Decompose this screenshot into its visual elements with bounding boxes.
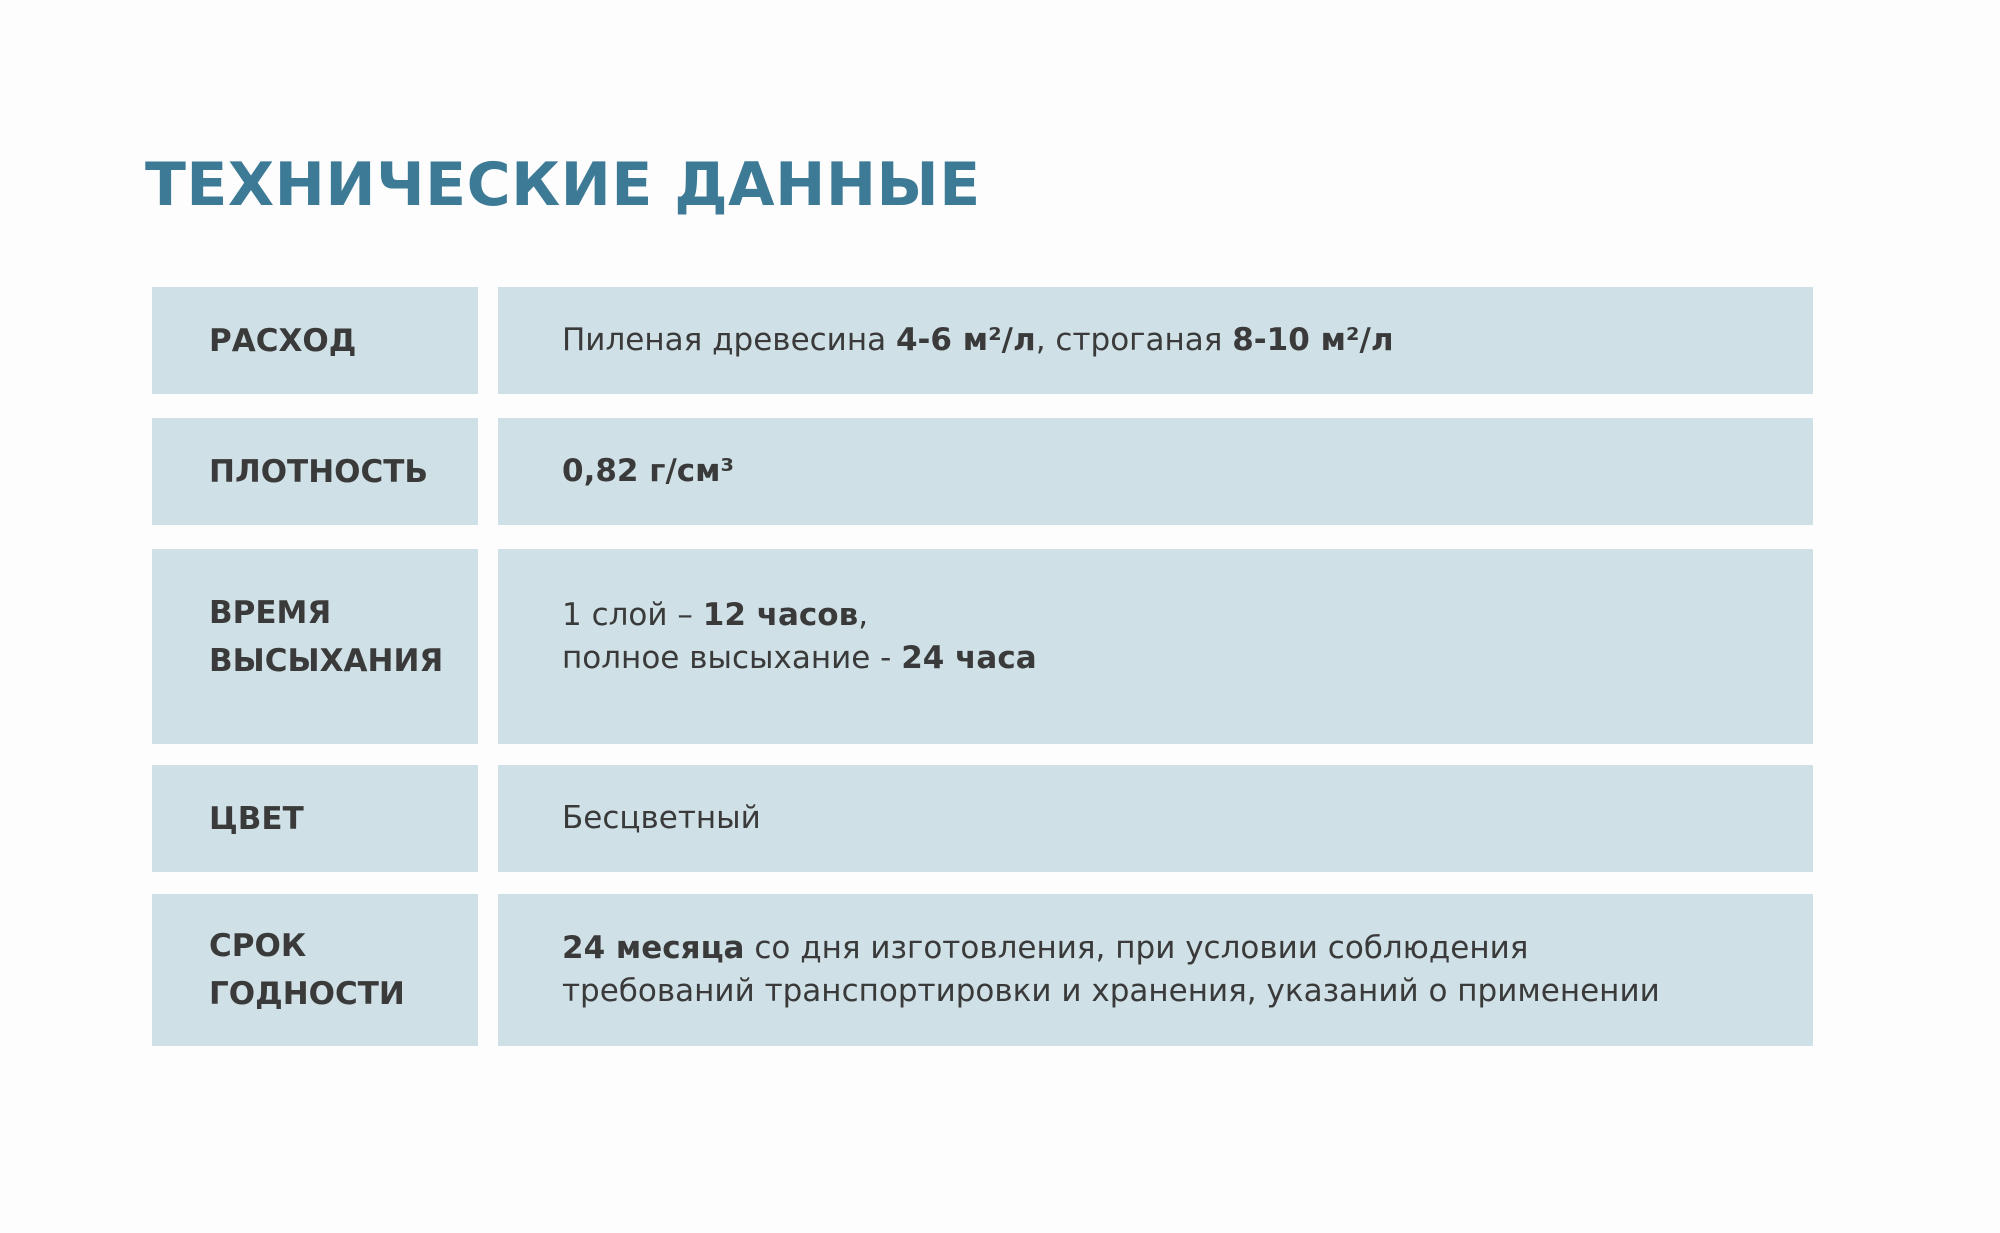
spec-label-color: ЦВЕТ: [152, 765, 478, 872]
spec-row-shelf-life: [152, 894, 1813, 1046]
spec-text: 1 слой –: [562, 596, 703, 633]
spec-emphasis: 24 месяца: [562, 930, 745, 966]
spec-row-consumption: [152, 287, 1813, 394]
spec-label-drying-time: [152, 549, 478, 744]
spec-text: , строганая: [1035, 322, 1233, 358]
spec-label-line: ВЫСЫХАНИЯ: [209, 642, 444, 679]
spec-value-shelf-life: [498, 894, 1813, 1046]
spec-text: Пиленая древесина: [562, 322, 896, 358]
spec-value-drying-time: [498, 549, 1813, 744]
spec-value-consumption: [498, 287, 1813, 394]
spec-value-density: [498, 418, 1813, 525]
spec-label-line: ГОДНОСТИ: [209, 976, 405, 1012]
spec-value-line: [562, 594, 1037, 637]
spec-value-line: [562, 319, 1394, 362]
spec-text: полное высыхание -: [562, 639, 902, 676]
spec-row-drying-time: [152, 549, 1813, 744]
spec-row-color: [152, 765, 1813, 872]
spec-emphasis: 8-10 м²/л: [1232, 322, 1394, 358]
spec-text: ,: [858, 596, 869, 633]
spec-emphasis: 4-6 м²/л: [895, 322, 1036, 358]
spec-row-density: [152, 418, 1813, 525]
spec-emphasis: 12 часов: [702, 596, 859, 633]
spec-value-line: [562, 637, 1037, 680]
spec-label-shelf-life: [152, 894, 478, 1046]
spec-value-line: [562, 927, 1660, 970]
spec-value-line: требований транспортировки и хранения, указаний о применении: [562, 973, 1660, 1009]
spec-emphasis: 24 часа: [901, 639, 1037, 676]
spec-label-line: ВРЕМЯ: [209, 594, 332, 631]
technical-data-table: [152, 287, 1813, 1070]
spec-label-line: СРОК: [209, 928, 307, 964]
spec-text: со дня изготовления, при условии соблюдения: [744, 930, 1529, 966]
page-title: ТЕХНИЧЕСКИЕ ДАННЫЕ: [145, 150, 981, 220]
spec-label-density: ПЛОТНОСТЬ: [152, 418, 478, 525]
spec-label-consumption: РАСХОД: [152, 287, 478, 394]
spec-text: Бесцветный: [562, 800, 761, 836]
spec-emphasis: 0,82 г/см³: [562, 453, 735, 489]
spec-value-color: [498, 765, 1813, 872]
